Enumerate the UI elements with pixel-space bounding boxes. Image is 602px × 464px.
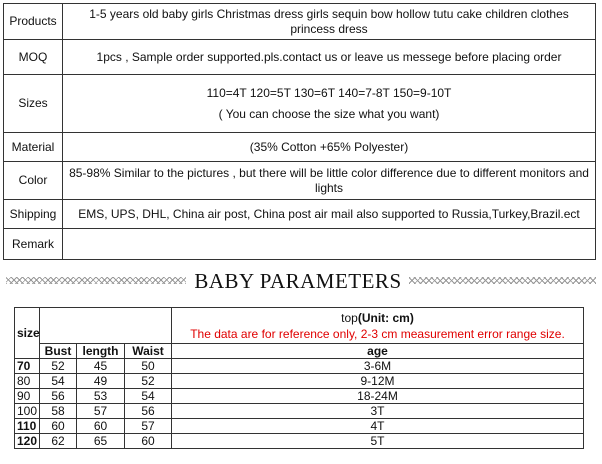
banner-title: BABY PARAMETERS [194,269,402,293]
size-chart-table [14,307,584,449]
sizes-value: 110=4T 120=5T 130=6T 140=7-8T 150=9-10T [206,85,452,100]
products-label: Products [4,4,63,40]
sizes-label: Sizes [4,75,63,133]
waist-header: Waist [125,344,172,359]
banner-divider-left [6,277,186,284]
size-cell: 70 [15,359,40,374]
product-info-table [3,3,596,260]
table-row [15,374,584,389]
waist-cell: 57 [125,419,172,434]
size-cell: 110 [15,419,40,434]
age-cell: 4T [172,419,584,434]
moq-value: 1pcs , Sample order supported.pls.contact us or leave us messege before placing order [63,40,596,75]
size-header-blank [40,308,172,344]
length-cell: 45 [77,359,125,374]
row-sizes [4,75,596,133]
length-cell: 53 [77,389,125,404]
size-corner-label: size [15,308,40,359]
age-header: age [172,344,584,359]
top-header-line [172,310,583,326]
age-cell: 18-24M [172,389,584,404]
size-chart-header-row [15,308,584,344]
waist-cell: 52 [125,374,172,389]
bust-cell: 54 [40,374,77,389]
top-header-cell [172,308,584,344]
sizes-note: ( You can choose the size what you want) [218,106,440,121]
shipping-value: EMS, UPS, DHL, China air post, China post air mail also supported to Russia,Turkey,Brazil.ect [63,200,596,229]
size-cell: 80 [15,374,40,389]
top-label: top [341,310,358,325]
sizes-value-cell [63,75,596,133]
row-products [4,4,596,40]
length-cell: 57 [77,404,125,419]
waist-cell: 54 [125,389,172,404]
baby-parameters-banner [0,268,602,294]
length-header: length [77,344,125,359]
remark-value [63,229,596,260]
table-row [15,359,584,374]
bust-cell: 56 [40,389,77,404]
products-value: 1-5 years old baby girls Christmas dress girls sequin bow hollow tutu cake children clothes princess dress [63,4,596,40]
table-row [15,404,584,419]
bust-cell: 58 [40,404,77,419]
length-cell: 65 [77,434,125,449]
size-cell: 90 [15,389,40,404]
waist-cell: 60 [125,434,172,449]
bust-cell: 52 [40,359,77,374]
shipping-label: Shipping [4,200,63,229]
row-color [4,162,596,200]
remark-label: Remark [4,229,63,260]
age-cell: 3-6M [172,359,584,374]
measurement-notice: The data are for reference only, 2-3 cm measurement error range size. [190,326,565,341]
waist-cell: 50 [125,359,172,374]
banner-divider-right [409,277,596,284]
length-cell: 60 [77,419,125,434]
size-cell: 100 [15,404,40,419]
size-chart-subheader-row [15,344,584,359]
length-cell: 49 [77,374,125,389]
age-cell: 9-12M [172,374,584,389]
material-label: Material [4,133,63,162]
table-row [15,389,584,404]
unit-label: (Unit: cm) [357,310,414,325]
color-label: Color [4,162,63,200]
row-material [4,133,596,162]
row-moq [4,40,596,75]
size-cell: 120 [15,434,40,449]
bust-cell: 62 [40,434,77,449]
color-value: 85-98% Similar to the pictures , but there will be little color difference due to different monitors and lights [63,162,596,200]
row-remark [4,229,596,260]
moq-label: MOQ [4,40,63,75]
waist-cell: 56 [125,404,172,419]
table-row [15,434,584,449]
age-cell: 3T [172,404,584,419]
bust-header: Bust [40,344,77,359]
table-row [15,419,584,434]
material-value: (35% Cotton +65% Polyester) [63,133,596,162]
bust-cell: 60 [40,419,77,434]
age-cell: 5T [172,434,584,449]
row-shipping [4,200,596,229]
